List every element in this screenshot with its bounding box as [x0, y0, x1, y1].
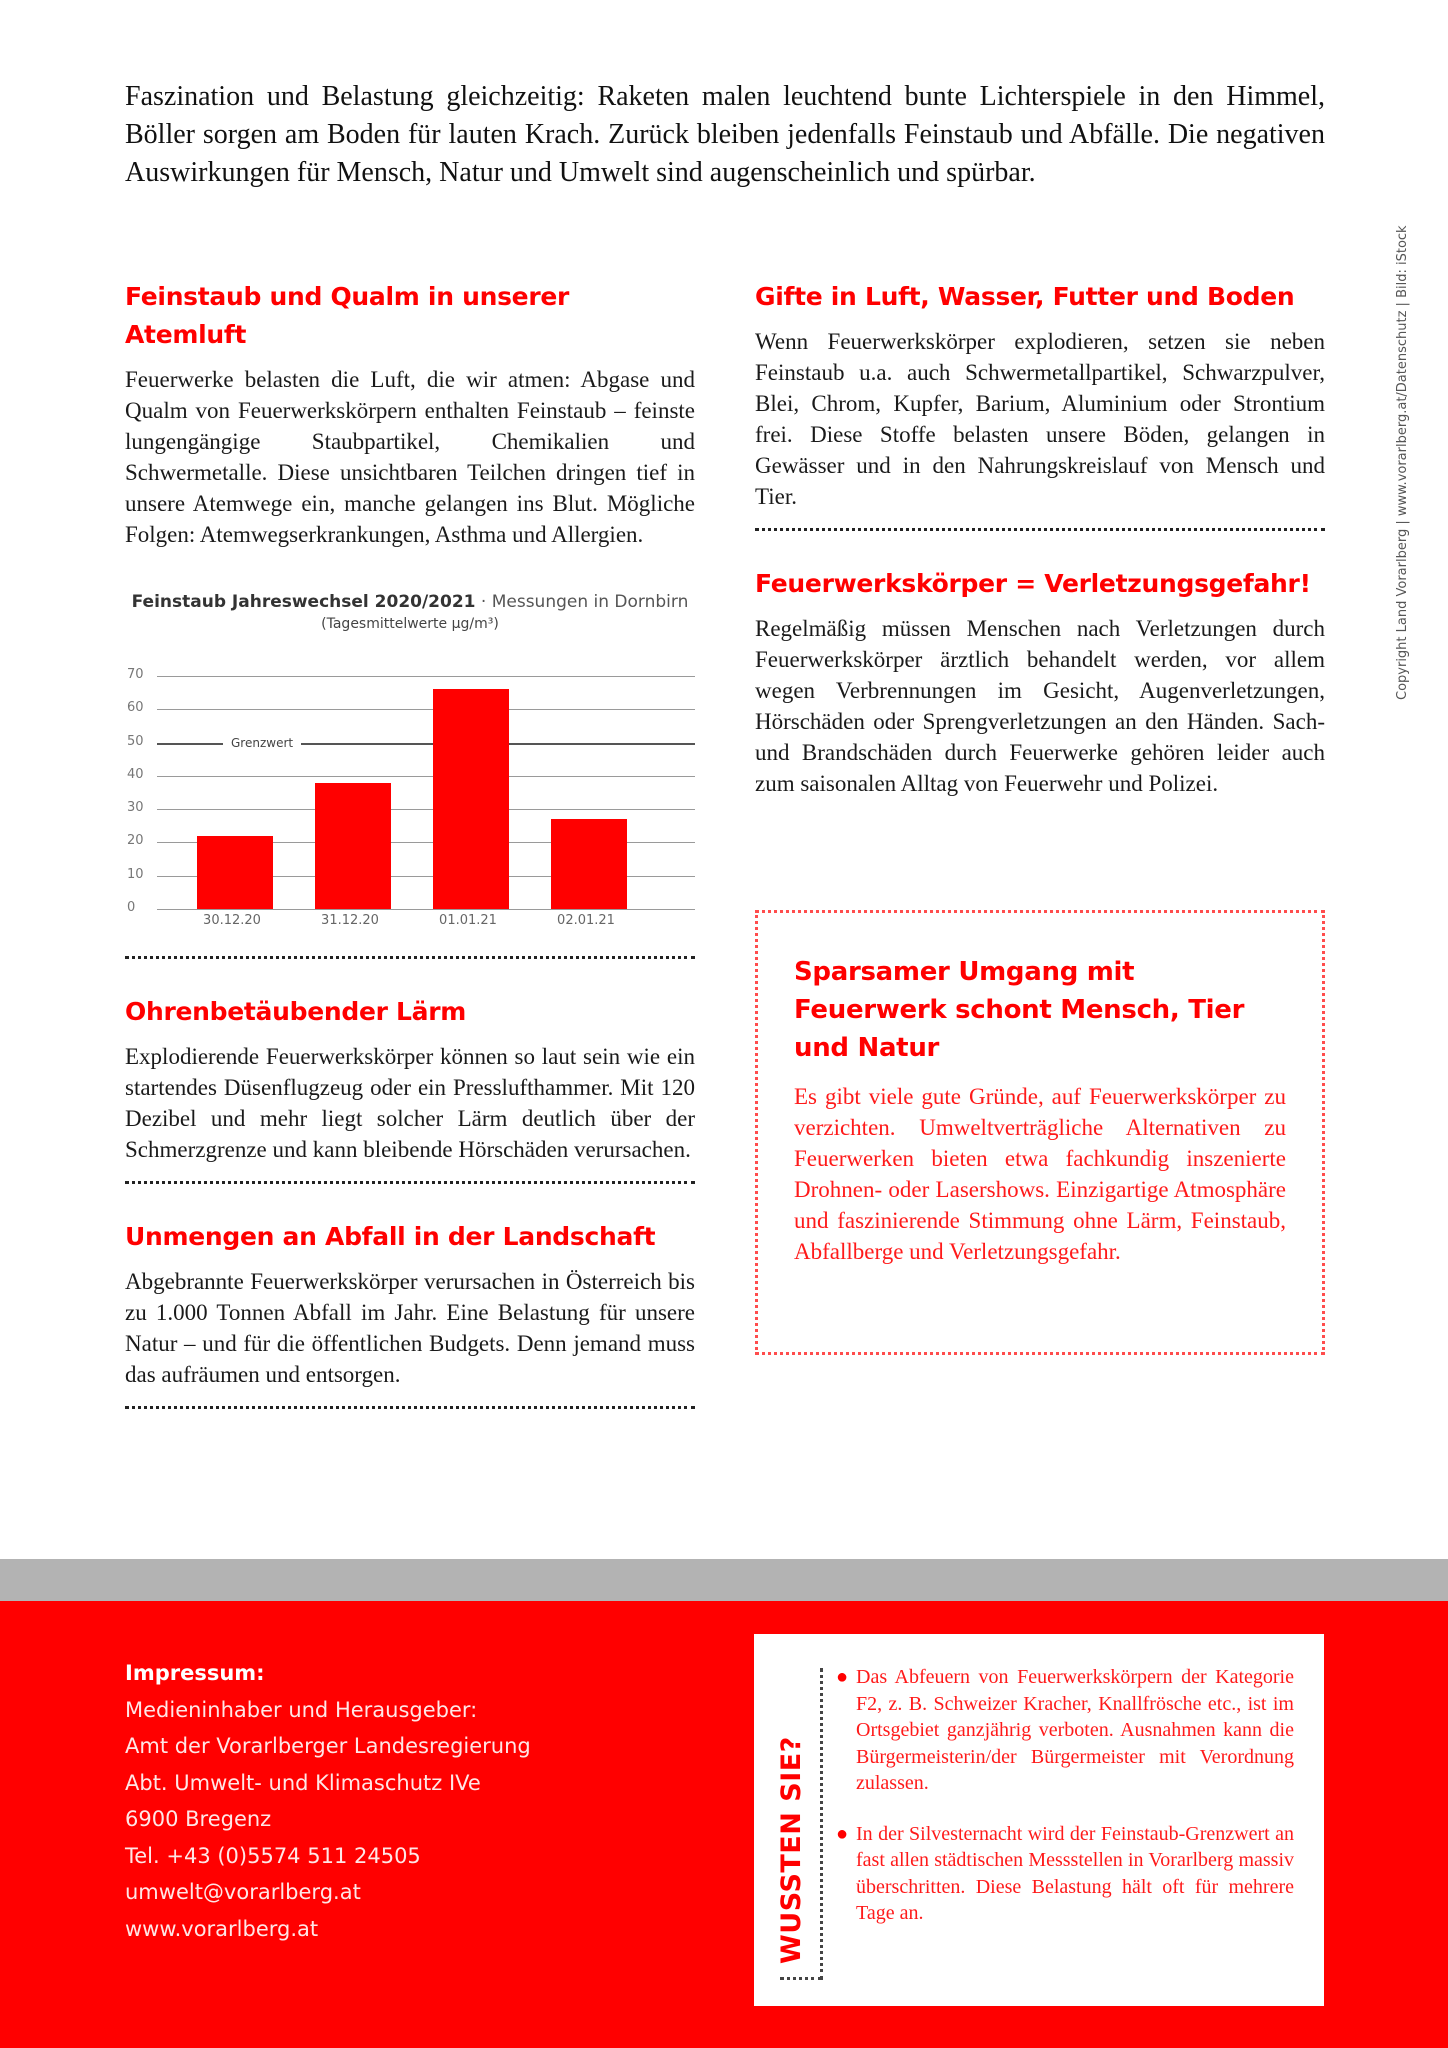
section-text: Explodierende Feuerwerkskörper können so laut sein wie ein startendes Düsenflugzeug oder ein Presslufthammer. Mit 120 Dezibel und mehr liegt solcher Lärm deutlich über der Schmerzgrenze und kann bleibende Hörschäden verursachen. [125, 1044, 695, 1162]
gray-band [0, 1559, 1448, 1601]
impressum-title: Impressum: [125, 1661, 265, 1685]
section-heading: Ohrenbetäubender Lärm [125, 997, 467, 1026]
list-item-text: Das Abfeuern von Feuerwerkskörpern der Kategorie F2, z. B. Schweizer Kracher, Knallfrösche etc., ist im Ortsgebiet ganzjährig verboten. Ausnahmen kann die Bürgermeisterin/der Bürgermeister mit Verordnung zulassen. [856, 1666, 1294, 1794]
section-heading: Unmengen an Abfall in der Landschaft [125, 1222, 656, 1251]
section-gifte [755, 278, 1325, 512]
gridline [157, 676, 695, 677]
chart-plot-area [125, 667, 695, 940]
impressum-line: Amt der Vorarlberger Landesregierung [125, 1734, 531, 1758]
chart-title-rest: · Messungen in Dornbirn [475, 592, 689, 612]
y-tick-label: 60 [127, 700, 144, 716]
y-tick-label: 50 [127, 733, 144, 749]
section-verletzung [755, 565, 1325, 799]
y-tick-label: 20 [127, 833, 144, 849]
tip-box [755, 910, 1325, 1355]
x-tick-label: 01.01.21 [439, 913, 497, 928]
y-tick-label: 10 [127, 866, 144, 882]
copyright-note: Copyright Land Vorarlberg | www.vorarlberg.at/Datenschutz | Bild: iStock [1395, 225, 1410, 700]
section-feinstaub [125, 278, 695, 550]
section-divider [125, 1181, 695, 1184]
chart-subtitle: (Tagesmittelwerte µg/m³) [321, 616, 499, 632]
section-text: Feuerwerke belasten die Luft, die wir atmen: Abgase und Qualm von Feuerwerkskörpern enthalten Feinstaub – feinste lungengängige Staubpartikel, Chemikalien und Schwermetalle. Diese unsichtbaren Teilchen dringen tief in unsere Atemwege ein, manche gelangen ins Blut. Mögliche Folgen: Atemwegserkrankungen, Asthma und Allergien. [125, 367, 695, 547]
impressum-line: Abt. Umwelt- und Klimaschutz IVe [125, 1770, 481, 1795]
x-tick-label: 02.01.21 [557, 913, 615, 928]
impressum [125, 1655, 531, 1947]
section-divider [125, 1406, 695, 1409]
did-you-know-box [754, 1634, 1324, 2006]
section-text: Regelmäßig müssen Menschen nach Verletzungen durch Feuerwerkskörper ärztlich behandelt werden, vor allem wegen Verbrennungen im Gesicht, Augenverletzungen, Hörschäden oder Sprengverletzungen an den Händen. Sach- und Brandschäden durch Feuerwerke gehören leider auch zum saisonalen Alltag von Feuerwehr und Polizei. [755, 616, 1325, 796]
y-tick-label: 70 [127, 667, 144, 682]
limit-label: Grenzwert [223, 736, 301, 750]
section-laerm [125, 993, 695, 1165]
section-heading: Feinstaub und Qualm in unserer Atemluft [125, 282, 570, 349]
gridline [157, 909, 695, 910]
chart-bar [551, 819, 627, 909]
section-abfall [125, 1218, 695, 1390]
gridline [157, 709, 695, 710]
chart-bar [197, 836, 273, 909]
y-tick-label: 40 [127, 766, 144, 782]
list-item-text: In der Silvesternacht wird der Feinstaub-Grenzwert an fast allen städtischen Messstellen in Vorarlberg massiv überschritten. Diese Belastung hält oft für mehrere Tage an. [856, 1822, 1294, 1924]
y-tick-label: 30 [127, 800, 144, 816]
impressum-website-link[interactable]: www.vorarlberg.at [125, 1916, 319, 1941]
intro-paragraph: Faszination und Belastung gleichzeitig: Raketen malen leuchtend bunte Lichterspiele in den Himmel, Böller sorgen am Boden für lauten Krach. Zurück bleiben jedenfalls Feinstaub und Abfälle. Die negativen Auswirkungen für Mensch, Natur und Umwelt sind augenscheinlich und spürbar. [125, 81, 1325, 188]
section-heading: Feuerwerkskörper = Verletzungsgefahr! [755, 569, 1311, 598]
chart-title-bold: Feinstaub Jahreswechsel 2020/2021 [131, 592, 476, 612]
did-you-know-list [834, 1664, 1294, 1951]
list-item [834, 1664, 1294, 1797]
impressum-line: Medieninhaber und Herausgeber: [125, 1697, 478, 1722]
section-divider [755, 528, 1325, 531]
gridline [157, 809, 695, 810]
tip-heading: Sparsamer Umgang mit Feuerwerk schont Mensch, Tier und Natur [794, 957, 1245, 1063]
impressum-email-link[interactable]: umwelt@vorarlberg.at [125, 1880, 361, 1904]
bullet-icon: ● [836, 1822, 849, 1845]
tip-text: Es gibt viele gute Gründe, auf Feuerwerkskörper zu verzichten. Umweltverträgliche Alternativen zu Feuerwerken bieten etwa fachkundig inszenierte Drohnen- oder Lasershows. Einzigartige Atmosphäre und faszinierende Stimmung ohne Lärm, Feinstaub, Abfallberge und Verletzungsgefahr. [794, 1084, 1286, 1264]
dotted-horizontal-divider [780, 1977, 822, 1980]
chart-title [125, 590, 695, 614]
dotted-vertical-divider [820, 1668, 823, 1980]
y-tick-label: 0 [127, 900, 136, 915]
impressum-line: 6900 Bregenz [125, 1807, 272, 1831]
section-divider [125, 956, 695, 959]
did-you-know-label: WUSSTEN SIE? [776, 1736, 807, 1964]
section-text: Wenn Feuerwerkskörper explodieren, setzen sie neben Feinstaub u.a. auch Schwermetallpartikel, Schwarzpulver, Blei, Chrom, Kupfer, Barium, Aluminium oder Strontium frei. Diese Stoffe belasten unsere Böden, gelangen in Gewässer und in den Nahrungskreislauf von Mensch und Tier. [755, 329, 1325, 509]
right-column [755, 278, 1325, 799]
bullet-icon: ● [836, 1666, 849, 1688]
gridline [157, 776, 695, 777]
x-tick-label: 30.12.20 [203, 913, 261, 928]
impressum-phone: Tel. +43 (0)5574 511 24505 [125, 1843, 421, 1868]
list-item [834, 1821, 1294, 1927]
x-tick-label: 31.12.20 [321, 913, 379, 928]
section-heading: Gifte in Luft, Wasser, Futter und Boden [755, 282, 1295, 311]
chart-bar [433, 689, 509, 909]
section-text: Abgebrannte Feuerwerkskörper verursachen in Österreich bis zu 1.000 Tonnen Abfall im Jahr. Eine Belastung für unsere Natur – und für die öffentlichen Budgets. Denn jemand muss das aufräumen und entsorgen. [125, 1269, 695, 1387]
feinstaub-bar-chart [125, 590, 695, 950]
chart-bar [315, 783, 391, 909]
left-column [125, 278, 695, 1409]
